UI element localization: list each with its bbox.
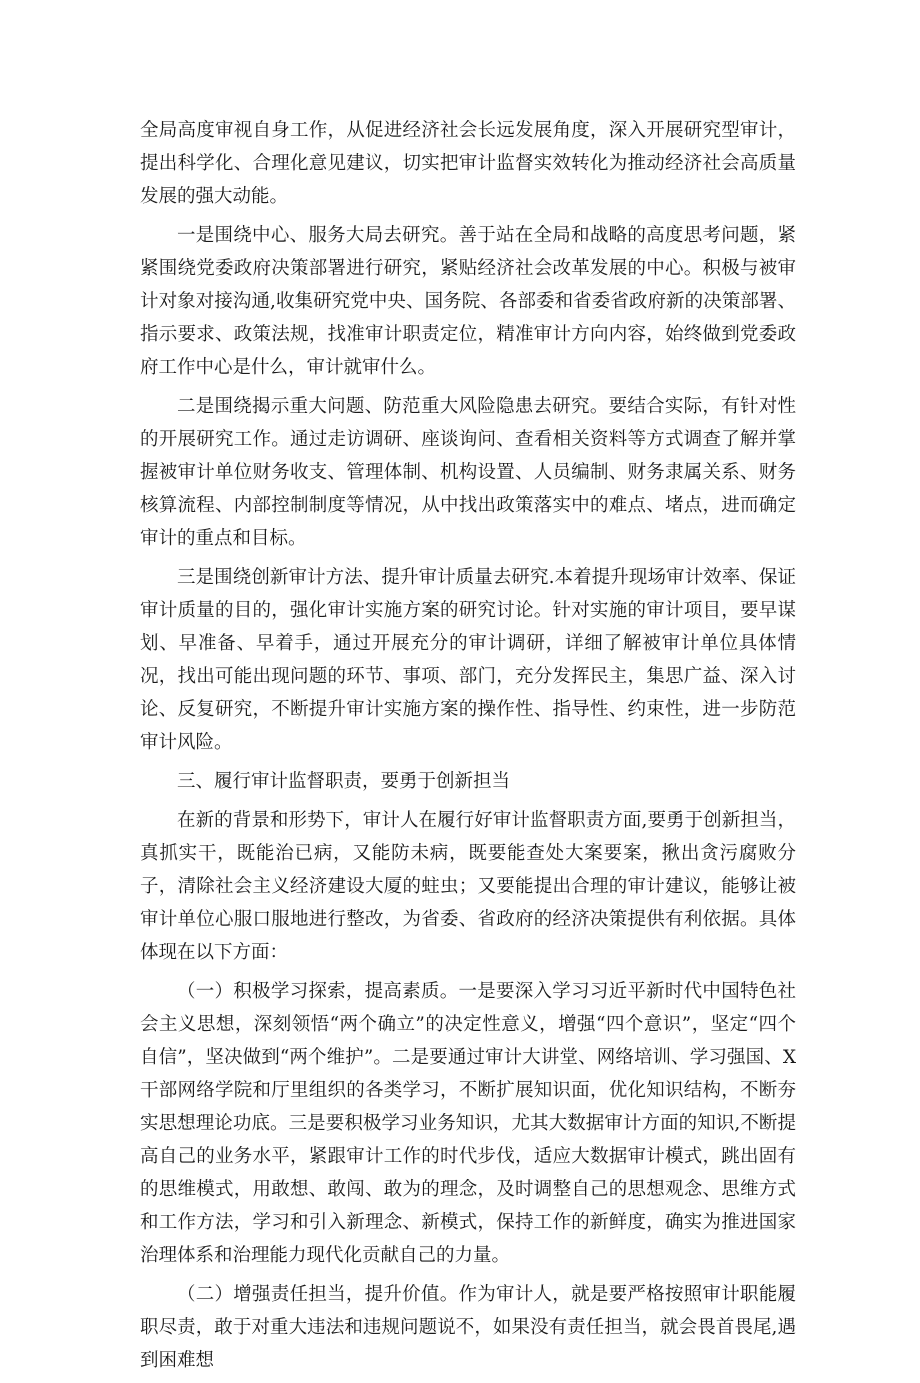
- paragraph-research-center: 一是围绕中心、服务大局去研究。善于站在全局和战略的高度思考问题，紧紧围绕党委政府决策部署进行研究，紧贴经济社会改革发展的中心。积极与被审计对象对接沟通,收集研究党中央、国务院、各部委和省委省政府新的决策部署、指示要求、政策法规，找准审计职责定位，精准审计方向内容，始终做到党委政府工作中心是什么，审计就审什么。: [140, 225, 796, 378]
- document-body: [140, 114, 796, 1383]
- paragraph-learning: （一）积极学习探索，提高素质。一是要深入学习习近平新时代中国特色社会主义思想，深刻领悟“两个确立”的决定性意义，增强“四个意识”，坚定“四个自信”，坚决做到“两个维护”。二是要通过审计大讲堂、网络培训、学习强国、X干部网络学院和厅里组织的各类学习，不断扩展知识面，优化知识结构，不断夯实思想理论功底。三是要积极学习业务知识，尤其大数据审计方面的知识,不断提高自己的业务水平，紧跟审计工作的时代步伐，适应大数据审计模式，跳出固有的思维模式，用敢想、敢闯、敢为的理念，及时调整自己的思想观念、思维方式和工作方法，学习和引入新理念、新模式，保持工作的新鲜度，确实为推进国家治理体系和治理能力现代化贡献自己的力量。: [140, 981, 796, 1266]
- paragraph-research-risks: 二是围绕揭示重大问题、防范重大风险隐患去研究。要结合实际，有针对性的开展研究工作。通过走访调研、座谈询问、查看相关资料等方式调查了解并掌握被审计单位财务收支、管理体制、机构设置、人员编制、财务隶属关系、财务核算流程、内部控制制度等情况，从中找出政策落实中的难点、堵点，进而确定审计的重点和目标。: [140, 396, 796, 549]
- paragraph-section-intro: 在新的背景和形势下，审计人在履行好审计监督职责方面,要勇于创新担当，真抓实干，既能治已病，又能防未病，既要能查处大案要案，揪出贪污腐败分子，清除社会主义经济建设大厦的蛀虫；又要能提出合理的审计建议，能够让被审计单位心服口服地进行整改，为省委、省政府的经济决策提供有利依据。具体体现在以下方面：: [140, 810, 796, 963]
- paragraph-research-methods: 三是围绕创新审计方法、提升审计质量去研究.本着提升现场审计效率、保证审计质量的目的，强化审计实施方案的研究讨论。针对实施的审计项目，要早谋划、早准备、早着手，通过开展充分的审计调研，详细了解被审计单位具体情况，找出可能出现问题的环节、事项、部门，充分发挥民主，集思广益、深入讨论、反复研究，不断提升审计实施方案的操作性、指导性、约束性，进一步防范审计风险。: [140, 567, 796, 753]
- paragraph-responsibility: （二）增强责任担当，提升价值。作为审计人，就是要严格按照审计职能履职尽责，敢于对重大违法和违规问题说不，如果没有责任担当，就会畏首畏尾,遇到困难想: [140, 1284, 796, 1371]
- section-heading: 三、履行审计监督职责，要勇于创新担当: [177, 771, 511, 792]
- paragraph-continuation: 全局高度审视自身工作，从促进经济社会长远发展角度，深入开展研究型审计，提出科学化、合理化意见建议，切实把审计监督实效转化为推动经济社会高质量发展的强大动能。: [140, 120, 796, 207]
